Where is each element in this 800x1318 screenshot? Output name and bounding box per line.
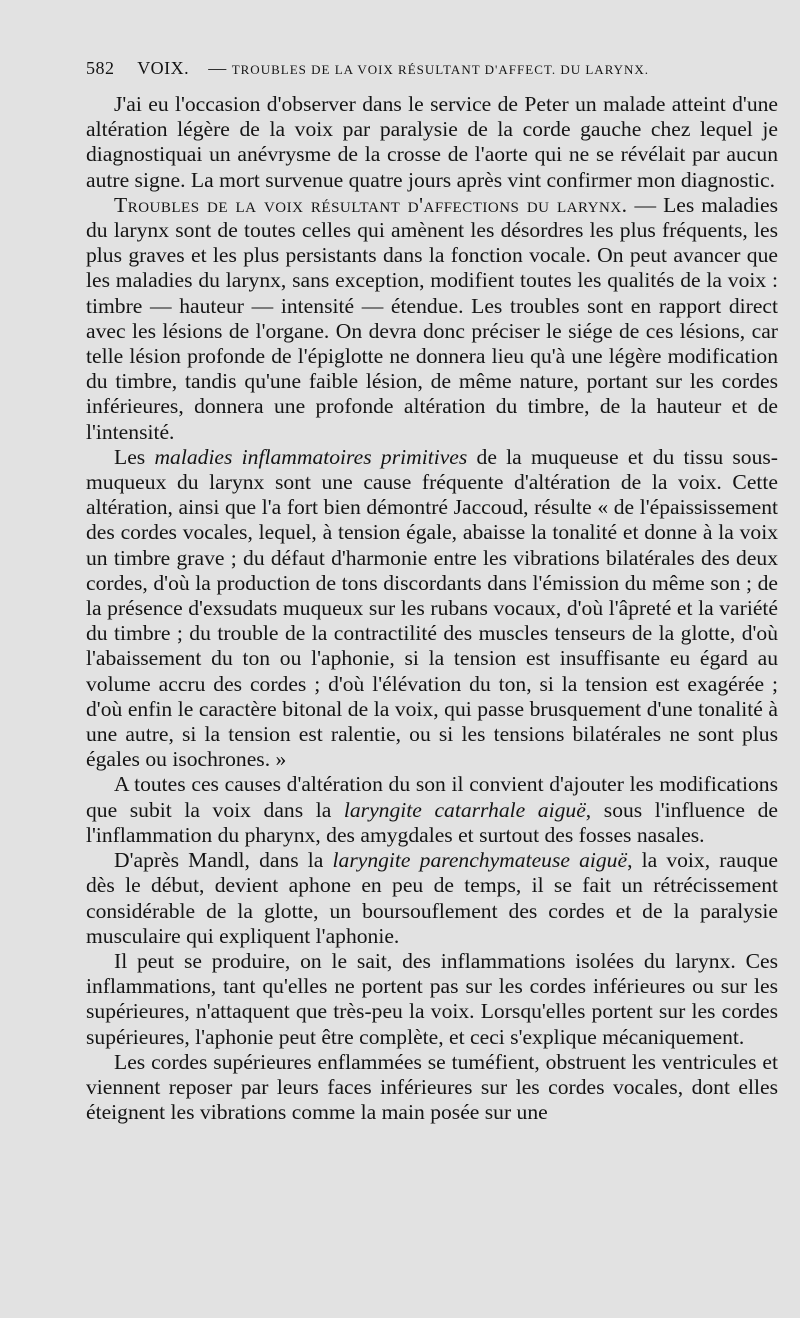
paragraph-5-italic: laryngite parenchymateuse aiguë xyxy=(332,848,628,873)
paragraph-1: J'ai eu l'occasion d'observer dans le service de Peter un malade atteint d'une altération légère de la voix par paralysie de la corde gauche chez lequel je diagnostiquai un anévrysme de la crosse de l'aorte qui ne se révélait par aucun autre signe. La mort survenue quatre jours après vint confirmer mon diagnostic. xyxy=(86,92,778,192)
paragraph-2-text: — Les maladies du larynx sont de toutes celles qui amènent les désordres les plus fréquents, les plus graves et les plus persistants dans la fonction vocale. On peut avancer que les maladies du larynx, sans exception, modifient toutes les qualités de la voix : timbre — hauteur — intensité — étendue. Les troubles sont en rapport direct avec les lésions de l'organe. On devra donc préciser le siége de ces lésions, car telle lésion profonde de l'épiglotte ne donnera lieu qu'à une légère modification du timbre, tandis qu'une faible lésion, de même nature, portant sur les cordes inférieures, donnera une profonde altération du timbre, de la hauteur et de l'intensité. xyxy=(86,192,779,444)
body-text xyxy=(86,92,778,1125)
paragraph-3-italic: maladies inflammatoires primitives xyxy=(154,444,468,469)
paragraph-3 xyxy=(86,445,778,773)
paragraph-4-italic: laryngite catarrhale aiguë xyxy=(343,797,586,822)
paragraph-5 xyxy=(86,848,778,949)
running-header xyxy=(86,58,756,79)
paragraph-3-text-a: Les xyxy=(114,444,155,469)
paragraph-3-text-b: de la muqueuse et du tissu sous-muqueux du larynx sont une cause fréquente d'altération de la voix. Cette altération, ainsi que l'a fort bien démontré Jaccoud, résulte « de l'épaississement des cordes vocales, lequel, à tension égale, abaisse la tonalité et donne à la voix un timbre grave ; du défaut d'harmonie entre les vibrations bilatérales des deux cordes, d'où la production de tons discordants dans l'émission du même son ; de la présence d'exsudats muqueux sur les rubans vocaux, d'où l'âpreté et la variété du timbre ; du trouble de la contractilité des muscles tenseurs de la glotte, d'où l'abaissement du ton ou l'aphonie, si la tension est insuffisante eu égard au volume accru des cordes ; d'où l'élévation du ton, si la tension est exagérée ; d'où enfin le caractère bitonal de la voix, qui passe brusquement d'une tonalité à une autre, si la tension est ralentie, ou si les tensions bilatérales ne sont plus égales ou isochrones. » xyxy=(86,444,779,772)
running-title: TROUBLES DE LA VOIX RÉSULTANT D'AFFECT. DU LARYNX. xyxy=(231,62,650,77)
section-heading: Troubles de la voix résultant d'affections du larynx. xyxy=(114,192,628,217)
paragraph-4 xyxy=(86,772,778,848)
paragraph-4-text-a: A toutes ces causes d'altération du son il convient d'ajouter les modifications que subit la voix dans la xyxy=(86,772,778,822)
paragraph-5-text-a: D'après Mandl, dans la xyxy=(114,848,333,873)
paragraph-6: Il peut se produire, on le sait, des inflammations isolées du larynx. Ces inflammations, tant qu'elles ne portent pas sur les cordes inférieures ou sur les supérieures, n'attaquent que très-peu la voix. Lorsqu'elles portent sur les cordes supérieures, l'aphonie peut être complète, et ceci s'explique mécaniquement. xyxy=(86,948,778,1049)
paragraph-2 xyxy=(86,193,778,445)
paragraph-5-text-b: , la voix, rauque dès le début, devient aphone en peu de temps, il se fait un rétrécissement considérable de la glotte, un boursouflement des cordes et de la paralysie musculaire qui expliquent l'aphonie. xyxy=(86,848,778,948)
section-name: VOIX. xyxy=(137,58,190,78)
paragraph-4-text-b: , sous l'influence de l'inflammation du pharynx, des amygdales et surtout des fosses nasales. xyxy=(86,797,778,847)
page-number: 582 xyxy=(86,58,115,78)
header-dash: — xyxy=(208,58,227,78)
paragraph-7: Les cordes supérieures enflammées se tuméfient, obstruent les ventricules et viennent reposer par leurs faces inférieures sur les cordes vocales, dont elles éteignent les vibrations comme la main posée sur une xyxy=(86,1049,778,1125)
